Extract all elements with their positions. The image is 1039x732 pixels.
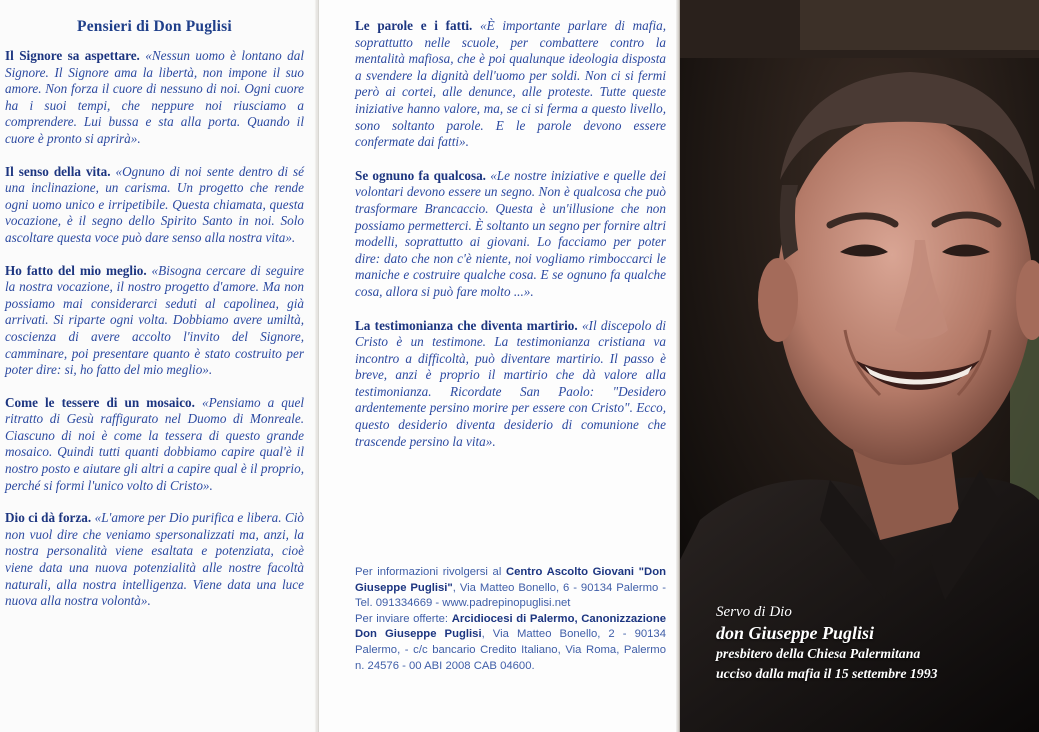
paragraph-heading: Ho fatto del mio meglio xyxy=(5,262,144,278)
thought-paragraph: La testimonianza che diventa martirio. «Il discepolo di Cristo è un testimone. La testimonianza cristiana va incontro a difficoltà, può diventare martirio. Il passo è breve, anzi è proprio il martirio che dà valore alla testimonianza. Ricordate San Paolo: "Desidero ardentemente persino morire per essere con Cristo". Ecco, questo desiderio diventa desiderio di comunione che trascende persino la vita». xyxy=(355,317,666,449)
left-paragraphs xyxy=(5,48,304,610)
caption-line-4: ucciso dalla mafia il 15 settembre 1993 xyxy=(716,666,938,681)
paragraph-heading: Le parole e i fatti xyxy=(355,18,470,33)
paragraph-text: «Le nostre iniziative e quelle dei volontari devono essere un segno. Non è qualcosa che può trasformare Brancaccio. Questa è un'illusione che non possiamo permetterci. È soltanto un segno per fornire altri modelli, soprattutto ai giovani. Lo facciamo per poter dire: dato che non c'è niente, noi vogliamo rimboccarci le maniche e costruire qualche cosa. E se ognuno fa qualche cosa, allora si può fare molto ...». xyxy=(355,167,667,299)
info-centre-name: Centro Ascolto Giovani "Don Giuseppe Puglisi" xyxy=(355,566,666,594)
thought-paragraph: Le parole e i fatti. «È importante parlare di mafia, soprattutto nelle scuole, per combattere contro la mentalità mafiosa, che è poi qualunque ideologia disposta a svendere la dignità dell'uomo per soldi. Non ci si fermi però ai cortei, alle denunce, alle proteste. Tutte queste iniziative hanno valore, ma, se ci si ferma a questo livello, sono soltanto parole. E le parole devono essere confermate dai fatti». xyxy=(355,18,666,150)
caption-line-1: Servo di Dio xyxy=(716,604,792,620)
paragraph-text: «È importante parlare di mafia, soprattutto nelle scuole, per combattere contro la mentalità mafiosa, che è poi qualunque ideologia disposta a svendere la dignità dell'uomo per soldi. Non ci si fermi però ai cortei, alle denunce, alle proteste. Tutte queste iniziative hanno valore, ma, se ci si ferma a questo livello, sono soltanto parole. E le parole devono essere confermate dai fatti». xyxy=(355,18,666,150)
thought-paragraph: Il Signore sa aspettare. «Nessun uomo è lontano dal Signore. Il Signore ama la libertà, non impone il suo amore. Non forza il cuore di nessuno di noi. Ogni cuore ha i suoi tempi, che neppure noi riusciamo a comprendere. Lui bussa e sta alla porta. Quando il cuore è pronto si aprirà». xyxy=(5,48,304,146)
paragraph-text: «Bisogna cercare di seguire la nostra vocazione, il nostro progetto d'amore. Ma non possiamo mai considerarci seduti al capolinea, già arrivati. Si riparte ogni volta. Dobbiamo avere umiltà, coscienza di avere accolto l'invito del Signore, camminare, poi presentare quanto è stato costruito per poter dire: si, ho fatto del mio meglio». xyxy=(5,262,304,378)
offers-name: Arcidiocesi di Palermo, Canonizzazione Don Giuseppe Puglisi xyxy=(355,612,666,641)
thought-paragraph: Il senso della vita. «Ognuno di noi sente dentro di sé una inclinazione, un carisma. Un progetto che rende ogni uomo unico e irripetibile. Questa chiamata, questa vocazione, è il segno dello Spirito Santo in noi. Solo ascoltare questa voce può dare senso alla nostra vita». xyxy=(5,163,304,245)
middle-panel xyxy=(318,0,680,732)
paragraph-heading: Come le tessere di un mosaico xyxy=(5,394,192,410)
caption-line-3: presbitero della Chiesa Palermitana xyxy=(716,646,921,661)
paragraph-text: «Ognuno di noi sente dentro di sé una inclinazione, un carisma. Un progetto che rende ogni uomo unico e irripetibile. Questa chiamata, questa vocazione, è il segno dello Spirito Santo in noi. Solo ascoltare questa voce può dare senso alla nostra vita». xyxy=(5,163,304,245)
paragraph-text: «Pensiamo a quel ritratto di Gesù raffigurato nel Duomo di Monreale. Ciascuno di noi è come la tessera di questo grande mosaico. Quindi tutti quanti dobbiamo capire qual'è il nostro posto e aiutare gli altri a capire qual è il proprio, perché si formi l'unico volto di Cristo». xyxy=(5,394,305,493)
thought-paragraph: Dio ci dà forza. «L'amore per Dio purifica e libera. Ciò non vuol dire che veniamo spersonalizzati ma, anzi, la nostra personalità viene esaltata e potenziata, cioè viene data una nuova potenzialità alle nostre facoltà naturali, alla nostra intelligenza. Viene data una luce nuova alla nostra volontà». xyxy=(5,510,305,609)
info-address: , Via Matteo Bonello, 6 - 90134 Palermo - Tel. 091334669 - www.padrepinopuglisi.net xyxy=(355,581,666,610)
paragraph-heading: Dio ci dà forza xyxy=(5,510,88,526)
left-panel xyxy=(0,0,318,732)
middle-paragraphs xyxy=(355,18,666,450)
caption-line-2: don Giuseppe Puglisi xyxy=(716,623,875,643)
paragraph-heading: Il Signore sa aspettare xyxy=(5,48,137,63)
thought-paragraph: Ho fatto del mio meglio. «Bisogna cercare di seguire la nostra vocazione, il nostro progetto d'amore. Ma non possiamo mai considerarci seduti al capolinea, già arrivati. Si riparte ogni volta. Dobbiamo avere umiltà, coscienza di avere accolto l'invito del Signore, camminare, poi presentare quanto è stato costruito per poter dire: si, ho fatto del mio meglio». xyxy=(5,262,304,378)
paragraph-heading: La testimonianza che diventa martirio xyxy=(355,317,575,333)
paragraph-text: «L'amore per Dio purifica e libera. Ciò non vuol dire che veniamo spersonalizzati ma, anzi, la nostra personalità viene esaltata e potenziata, cioè viene data una nuova potenzialità alle nostre facoltà naturali, alla nostra intelligenza. Viene data una luce nuova alla nostra volontà». xyxy=(5,510,305,609)
photo-caption xyxy=(716,602,938,684)
contact-info xyxy=(355,565,666,674)
paragraph-heading: Se ognuno fa qualcosa xyxy=(355,167,483,183)
paragraph-heading: Il senso della vita xyxy=(5,163,108,179)
paragraph-text: «Il discepolo di Cristo è un testimone. La testimonianza cristiana va incontro a difficoltà, può diventare martirio. Il passo è breve, anzi è proprio il martirio che dà valore alla testimonianza. Ricordate San Paolo: "Desidero ardentemente persino morire per essere con Cristo". Ecco, questo desiderio diventa desiderio di comunione che trascende persino la vita». xyxy=(355,317,666,449)
offers-details: , Via Matteo Bonello, 2 - 90134 Palermo, - c/c bancario Credito Italiano, Via Roma, Palermo n. 24576 - 00 ABI 2008 CAB 04600. xyxy=(355,628,667,672)
thought-paragraph: Se ognuno fa qualcosa. «Le nostre iniziative e quelle dei volontari devono essere un segno. Non è qualcosa che può trasformare Brancaccio. Questa è un'illusione che non possiamo permetterci. È soltanto un segno per fornire altri modelli, soprattutto ai giovani. Lo facciamo per poter dire: dato che non c'è niente, noi vogliamo rimboccarci le maniche e costruire qualche cosa. E se ognuno fa qualche cosa, allora si può fare molto ...». xyxy=(355,167,667,299)
paragraph-text: «Nessun uomo è lontano dal Signore. Il Signore ama la libertà, non impone il suo amore. Non forza il cuore di nessuno di noi. Ogni cuore ha i suoi tempi, che neppure noi riusciamo a comprendere. Lui bussa e sta alla porta. Quando il cuore è pronto si aprirà». xyxy=(5,48,304,146)
right-panel xyxy=(680,0,1039,732)
offers-intro: Per inviare offerte: xyxy=(355,612,449,625)
thought-paragraph: Come le tessere di un mosaico. «Pensiamo a quel ritratto di Gesù raffigurato nel Duomo di Monreale. Ciascuno di noi è come la tessera di questo grande mosaico. Quindi tutti quanti dobbiamo capire qual'è il nostro posto e aiutare gli altri a capire qual è il proprio, perché si formi l'unico volto di Cristo». xyxy=(5,394,305,493)
page-title: Pensieri di Don Puglisi xyxy=(77,18,232,35)
info-intro: Per informazioni rivolgersi al xyxy=(355,566,502,578)
